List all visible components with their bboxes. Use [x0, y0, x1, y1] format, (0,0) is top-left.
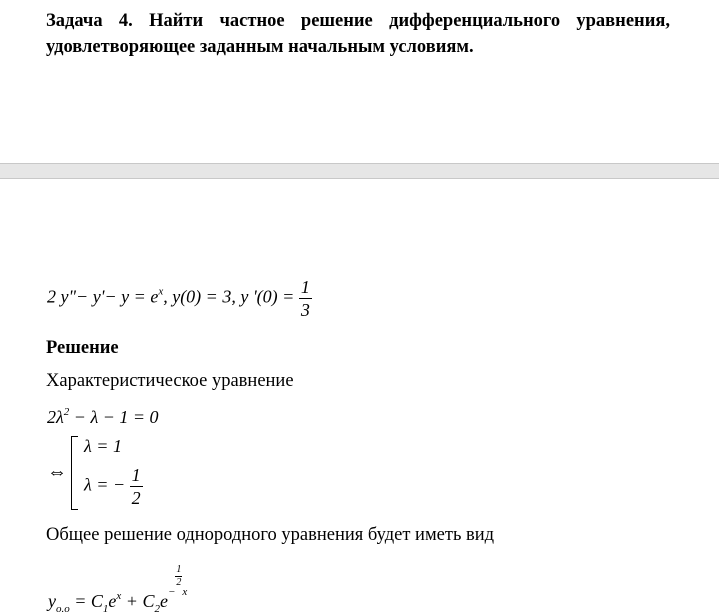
fraction-numerator: 1 [300, 277, 310, 297]
general-solution-formula [48, 565, 187, 615]
solution-heading: Решение [46, 338, 119, 358]
characteristic-label: Характеристическое уравнение [46, 371, 294, 391]
gen-y: y [48, 591, 56, 611]
gen-e2-sign: − [167, 586, 176, 598]
gen-c2-sub: 2 [154, 603, 160, 615]
gen-e2-numerator: 1 [176, 564, 182, 575]
gen-e2-var: x [182, 586, 188, 598]
equivalence-symbol: ⇔ [47, 461, 67, 483]
gen-eq-c: = C [69, 591, 103, 611]
root-two-denominator: 2 [131, 488, 141, 508]
gen-e2-fraction [175, 565, 182, 588]
equation-fraction [299, 278, 312, 319]
page-separator [0, 163, 719, 179]
gen-e1: e [108, 591, 117, 611]
char-eq-exponent: 2 [63, 406, 70, 418]
equation-lhs: 2 y"− y'− y = e [47, 286, 159, 307]
equation-conditions: , y(0) = 3, y '(0) = [163, 286, 295, 307]
char-eq-part-a: 2λ [47, 407, 64, 427]
equation-exponent: x [158, 285, 164, 298]
gen-e1-exp: x [116, 590, 122, 602]
task-title: Задача 4. Найти частное решение дифференциального уравнения, удовлетворяющее заданным начальным условиям. [46, 11, 670, 57]
char-eq-part-b: − λ − 1 = 0 [69, 407, 159, 427]
root-two-numerator: 1 [131, 465, 141, 485]
root-two [84, 466, 143, 507]
fraction-denominator: 3 [300, 300, 310, 320]
differential-equation [47, 278, 312, 319]
root-one: λ = 1 [84, 436, 122, 456]
root-two-fraction [130, 466, 143, 507]
gen-y-sub: o.o [56, 603, 70, 615]
root-two-prefix: λ = − [84, 474, 126, 495]
gen-c1-sub: 1 [102, 603, 109, 615]
characteristic-equation [47, 406, 159, 428]
gen-e2-exponent [167, 564, 188, 598]
general-solution-label: Общее решение однородного уравнения будет иметь вид [46, 525, 495, 545]
roots-bracket [71, 436, 78, 510]
gen-e2-denominator: 2 [176, 577, 182, 588]
gen-e2: e [159, 591, 168, 611]
gen-plus-c: + C [121, 591, 155, 611]
